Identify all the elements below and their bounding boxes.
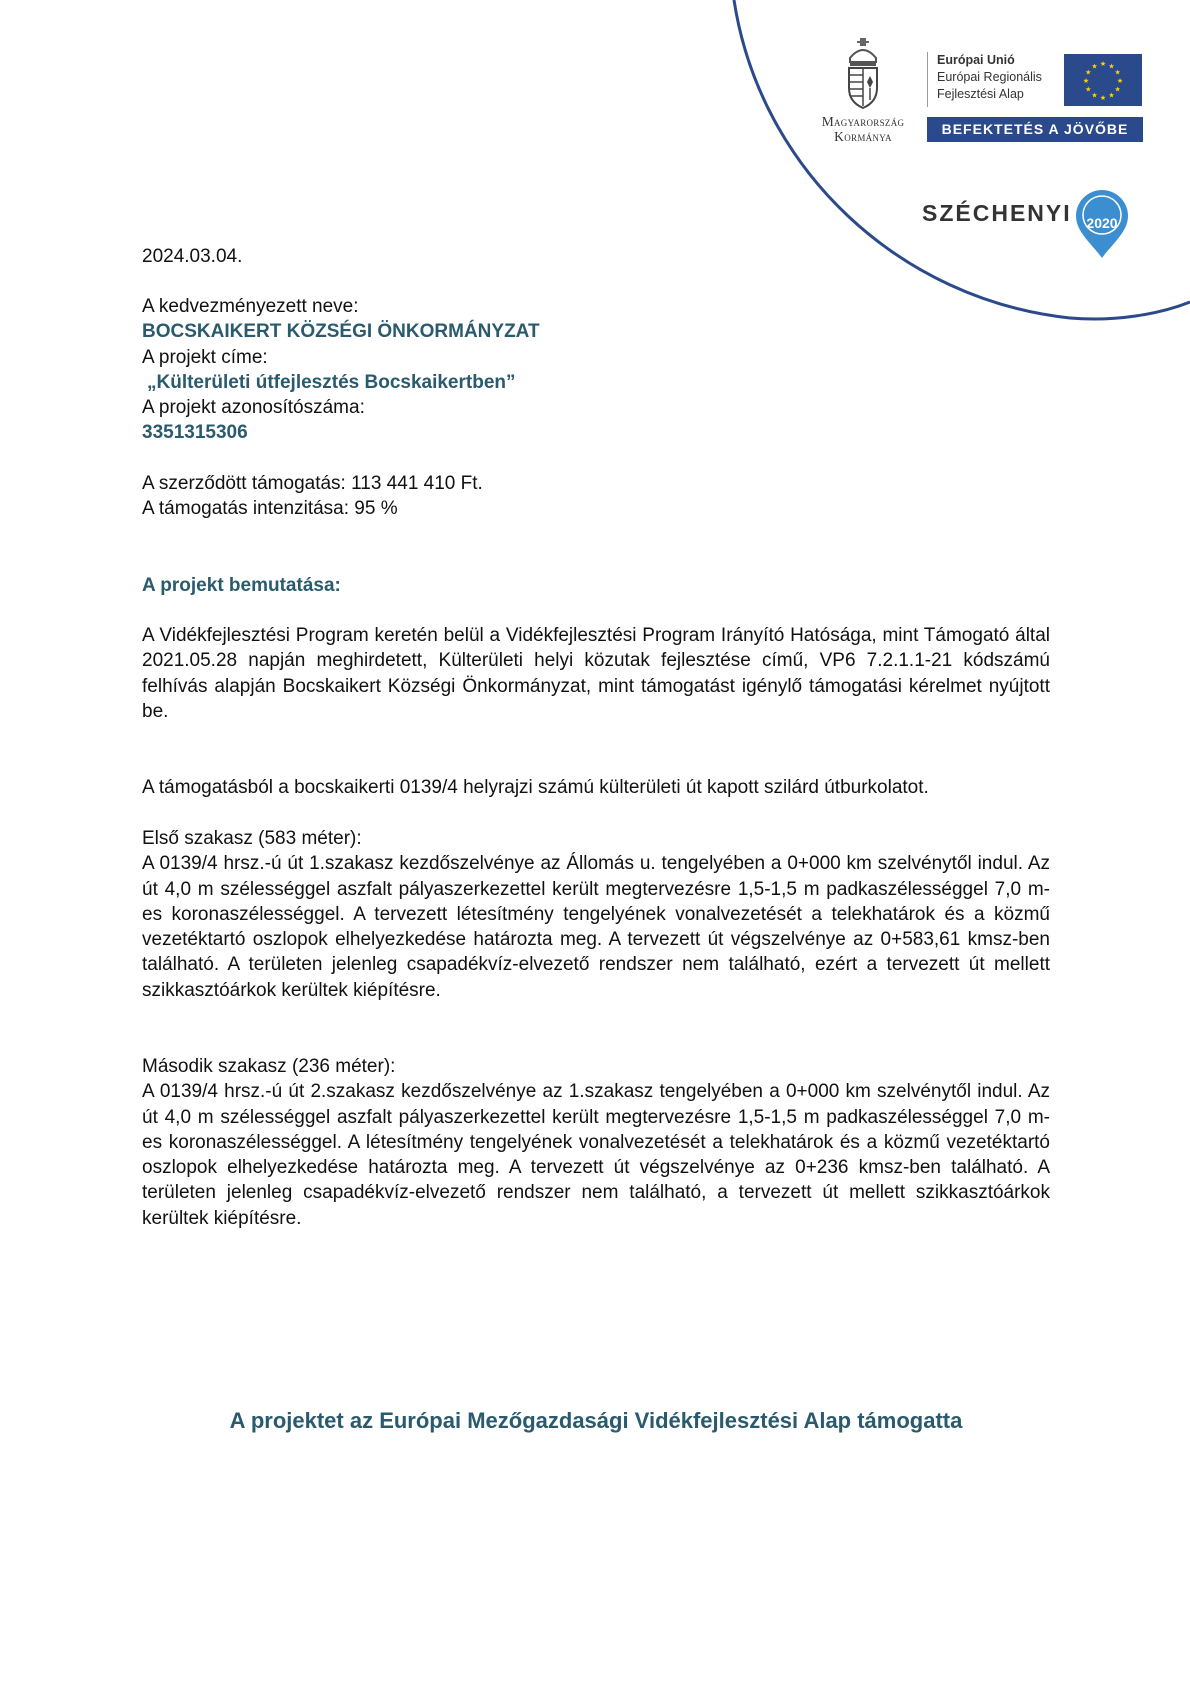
project-identification (142, 294, 1050, 446)
section-2-text: A 0139/4 hrsz.-ú út 2.szakasz kezdőszelvénye az 1.szakasz tengelyében a 0+000 km szelvénytől indul. Az út 4,0 m szélességgel aszfalt pályaszerkezettel került megtervezésre 1,5-1,5 m padkaszélességgel 7,0 m-es koronaszélességgel. A létesítmény tengelyének vonalvezetését a telekhatárok és a közmű vezetéktartó oszlopok elhelyezkedése határozta meg. A tervezett út végszelvénye az 0+236 kmsz-ben található. A területen jelenleg csapadékvíz-elvezető rendszer nem található, a tervezett út mellett szikkasztóárkok kerültek kiépítésre. (142, 1081, 1050, 1229)
eu-flag-icon (1064, 54, 1142, 106)
svg-text:★: ★ (1114, 68, 1121, 77)
beneficiary-label: A kedvezményezett neve: (142, 296, 359, 317)
svg-text:★: ★ (1108, 91, 1115, 100)
section-2 (142, 1054, 1050, 1231)
beneficiary-name: BOCSKAIKERT KÖZSÉGI ÖNKORMÁNYZAT (142, 321, 540, 343)
date-text: 2024.03.04. (142, 246, 243, 267)
support-result: A támogatásból a bocskaikerti 0139/4 helyrajzi számú külterületi út kapott szilárd útburkolatot. (142, 777, 929, 798)
header-arc (0, 0, 1190, 330)
svg-text:★: ★ (1091, 91, 1098, 100)
svg-text:★: ★ (1108, 62, 1115, 71)
support-result-section (142, 775, 1050, 800)
svg-text:★: ★ (1116, 77, 1124, 85)
project-title-label: A projekt címe: (142, 346, 268, 368)
coat-of-arms-icon (844, 38, 882, 110)
eu-investment-banner: BEFEKTETÉS A JÖVŐBE (927, 117, 1143, 142)
svg-text:★: ★ (1099, 60, 1107, 68)
szechenyi-text: SZÉCHENYI (922, 200, 1072, 226)
hungary-government-name-line1: Magyarország (821, 114, 905, 129)
intro-section (142, 623, 1050, 724)
svg-text:★: ★ (1091, 62, 1098, 71)
presentation-heading: A projekt bemutatása: (142, 575, 341, 596)
presentation-section (142, 573, 1050, 598)
szechenyi-year: 2020 (1086, 215, 1118, 231)
eu-text-group (927, 52, 1042, 107)
project-id-label: A projekt azonosítószáma: (142, 397, 365, 419)
svg-text:★: ★ (1082, 77, 1090, 85)
intro-paragraph: A Vidékfejlesztési Program keretén belül a Vidékfejlesztési Program Irányító Hatósága, mint Támogató által 2021.05.28 napján meghirdetett, Külterületi helyi közutak fejlesztése című, VP6 7.2.1.1-21 kódszámú felhívás alapján Bocskaikert Községi Önkormányzat, mint támogatást igénylő támogatási kérelmet nyújtott be. (142, 625, 1050, 722)
section-1-title: Első szakasz (583 méter): (142, 828, 362, 849)
contracted-support: A szerződött támogatás: 113 441 410 Ft. (142, 473, 483, 494)
hungary-government-name-line2: Kormánya (834, 129, 892, 144)
eu-line-3: Fejlesztési Alap (937, 87, 1024, 101)
support-intensity: A támogatás intenzitása: 95 % (142, 498, 398, 520)
footer-statement: A projektet az Európai Mezőgazdasági Vidékfejlesztési Alap támogatta (229, 1408, 963, 1433)
svg-text:★: ★ (1114, 85, 1121, 94)
project-id: 3351315306 (142, 422, 248, 444)
section-2-title: Második szakasz (236 méter): (142, 1056, 396, 1077)
svg-text:★: ★ (1085, 68, 1092, 77)
eu-line-1: Európai Unió (937, 53, 1015, 67)
section-1 (142, 826, 1050, 1003)
hungary-government-logo (808, 38, 918, 144)
svg-text:★: ★ (1085, 85, 1092, 94)
support-details (142, 471, 1050, 522)
document-date (142, 244, 1050, 269)
eu-line-2: Európai Regionális (937, 70, 1042, 84)
section-1-text: A 0139/4 hrsz.-ú út 1.szakasz kezdőszelvénye az Állomás u. tengelyében a 0+000 km szelvénytől indul. Az út 4,0 m szélességgel aszfalt pályaszerkezettel került megtervezésre 1,5-1,5 m padkaszélességgel 7,0 m-es koronaszélességgel. A tervezett létesítmény tengelyének vonalvezetését a telekhatárok és a közmű vezetéktartó oszlopok elhelyezkedése határozta meg. A tervezett út végszelvénye az 0+583,61 kmsz-ben található. A területen jelenleg csapadékvíz-elvezető rendszer nem található, ezért a tervezett út mellett szikkasztóárkok kerültek kiépítésre. (142, 853, 1050, 1001)
project-title: „Külterületi útfejlesztés Bocskaikertben” (147, 371, 516, 393)
svg-text:★: ★ (1099, 94, 1107, 102)
